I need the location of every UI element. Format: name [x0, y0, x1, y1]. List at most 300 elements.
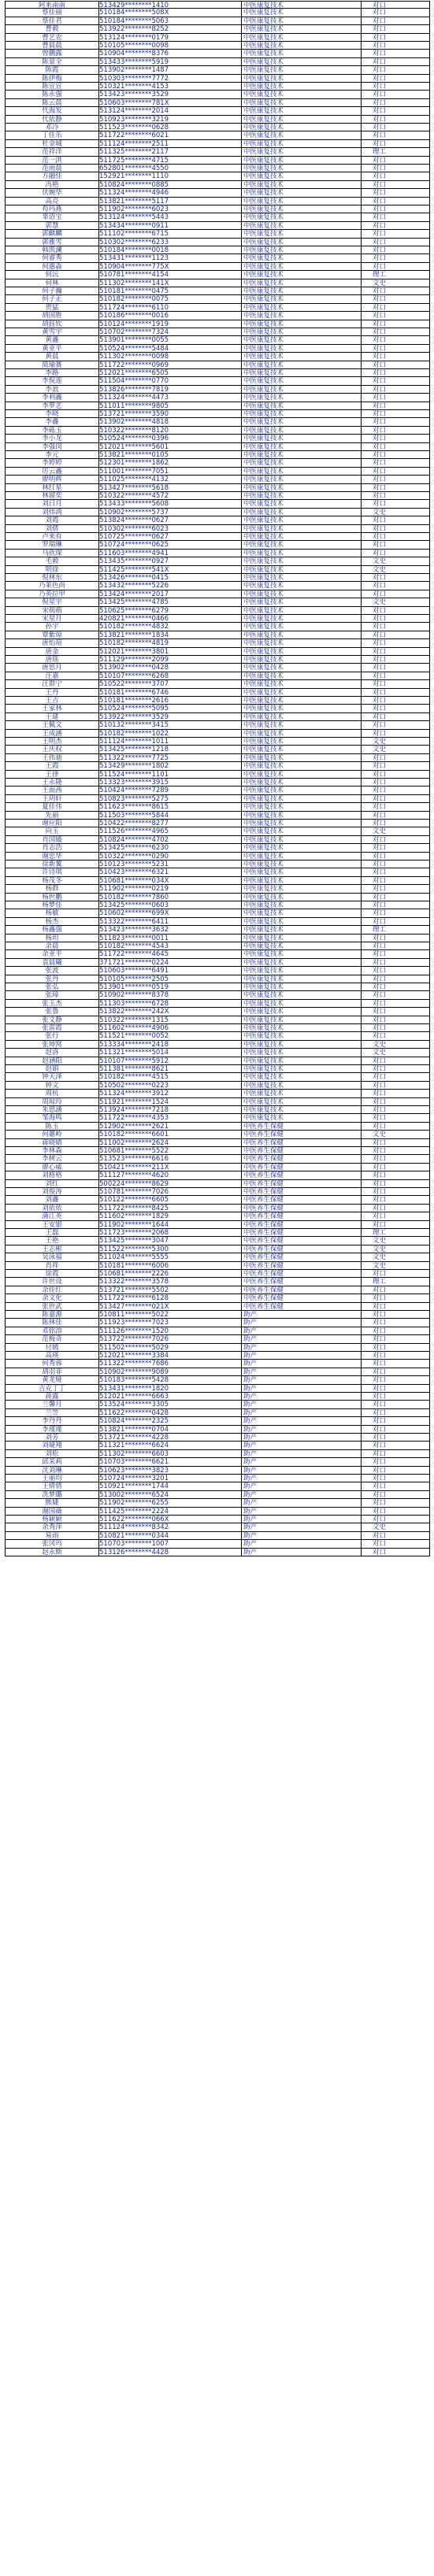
- major-cell: 中医康复技术: [241, 983, 361, 991]
- student-name-cell: 赵娟: [5, 1065, 99, 1073]
- major-cell: 中医康复技术: [241, 713, 361, 721]
- student-name-cell: 钟文: [5, 1082, 99, 1090]
- id-number-cell: 510603********6491: [99, 967, 169, 975]
- admission-type-cell: 对口: [361, 107, 430, 115]
- admission-type-cell: 对口: [361, 721, 430, 729]
- table-row: [5, 394, 430, 402]
- table-row: [5, 1426, 430, 1434]
- id-number-cell: 511322********7725: [99, 753, 169, 762]
- major-cell: 中医康复技术: [241, 516, 361, 524]
- table-row: [5, 1499, 430, 1507]
- id-number-cell: 511324********3912: [99, 1090, 169, 1098]
- major-cell: 中医康复技术: [241, 762, 361, 770]
- id-number-cell: 513425********4785: [99, 598, 169, 607]
- table-row: [5, 1303, 430, 1311]
- id-number-cell: 510182********4819: [99, 639, 169, 648]
- admission-type-cell: 对口: [361, 1303, 430, 1311]
- table-row: [5, 1385, 430, 1393]
- major-cell: 中医康复技术: [241, 107, 361, 115]
- id-number-cell: 513425********6230: [99, 844, 169, 853]
- student-name-cell: 王志彬: [5, 1245, 99, 1253]
- student-name-cell: 代依静: [5, 116, 99, 124]
- admission-type-cell: 对口: [361, 287, 430, 295]
- admission-type-cell: 理工: [361, 271, 430, 279]
- table-row: [5, 1188, 430, 1196]
- table-row: [5, 1155, 430, 1163]
- table-row: [5, 361, 430, 369]
- major-cell: 助产: [241, 1523, 361, 1531]
- major-cell: 中医康复技术: [241, 254, 361, 262]
- admission-type-cell: 对口: [361, 198, 430, 205]
- major-cell: 中医康复技术: [241, 116, 361, 124]
- major-cell: 中医康复技术: [241, 820, 361, 827]
- admission-type-cell: 对口: [361, 320, 430, 328]
- admission-type-cell: 对口: [361, 1368, 430, 1376]
- admission-type-cell: 对口: [361, 812, 430, 820]
- major-cell: 中医养生保健: [241, 1196, 361, 1204]
- admission-type-cell: 对口: [361, 820, 430, 827]
- student-name-cell: 陈景全: [5, 58, 99, 66]
- id-number-cell: 513721********3590: [99, 410, 169, 418]
- student-name-cell: 何蕙岭: [5, 1131, 99, 1138]
- major-cell: 中医康复技术: [241, 50, 361, 57]
- table-row: [5, 1180, 430, 1188]
- major-cell: 中医康复技术: [241, 410, 361, 418]
- student-name-cell: 吉克丁丁: [5, 1385, 99, 1393]
- table-row: [5, 1123, 430, 1131]
- id-number-cell: 510132********3415: [99, 721, 169, 730]
- table-row: [5, 17, 430, 25]
- table-row: [5, 836, 430, 844]
- major-cell: 助产: [241, 1450, 361, 1458]
- table-row: [5, 336, 430, 344]
- id-number-cell: 511025********4132: [99, 476, 169, 484]
- table-row: [5, 803, 430, 811]
- id-number-cell: 513821********0105: [99, 451, 169, 459]
- student-name-cell: 黄晨: [5, 353, 99, 361]
- id-number-cell: 511126********1520: [99, 1327, 169, 1335]
- student-name-cell: 唐金: [5, 648, 99, 656]
- admission-type-cell: 对口: [361, 844, 430, 852]
- admission-type-cell: 对口: [361, 868, 430, 876]
- id-number-cell: 510322********1315: [99, 1016, 169, 1024]
- admission-type-cell: 对口: [361, 1532, 430, 1540]
- admission-type-cell: 对口: [361, 590, 430, 598]
- id-number-cell: 511302********6603: [99, 1449, 169, 1458]
- major-cell: 中医养生保健: [241, 1147, 361, 1155]
- student-name-cell: 冯艳: [5, 181, 99, 189]
- admission-type-cell: 对口: [361, 1221, 430, 1229]
- id-number-cell: 511623********8615: [99, 803, 169, 812]
- admission-type-cell: 对口: [361, 418, 430, 426]
- admission-type-cell: 文史: [361, 1041, 430, 1049]
- id-number-cell: 511521********0052: [99, 1032, 169, 1041]
- student-name-cell: 陈宣宣: [5, 83, 99, 91]
- id-number-cell: 510186********0016: [99, 312, 169, 320]
- student-name-cell: 夏佳伟: [5, 803, 99, 811]
- table-row: [5, 189, 430, 197]
- admission-type-cell: 对口: [361, 476, 430, 483]
- id-number-cell: 513002********6524: [99, 1490, 169, 1499]
- table-row: [5, 492, 430, 500]
- admission-type-cell: 对口: [361, 779, 430, 786]
- admission-type-cell: 对口: [361, 664, 430, 672]
- student-name-cell: 刘鑫: [5, 1196, 99, 1204]
- id-number-cell: 513435********0927: [99, 557, 169, 566]
- admission-type-cell: 对口: [361, 1180, 430, 1188]
- id-number-cell: 511602********4906: [99, 1024, 169, 1032]
- admission-type-cell: 对口: [361, 1106, 430, 1114]
- id-number-cell: 511923********7023: [99, 1319, 169, 1327]
- admission-type-cell: 对口: [361, 1426, 430, 1434]
- table-row: [5, 672, 430, 680]
- table-row: [5, 1491, 430, 1499]
- major-cell: 助产: [241, 1549, 361, 1556]
- table-row: [5, 771, 430, 779]
- admission-type-cell: 对口: [361, 1008, 430, 1016]
- admission-type-cell: 对口: [361, 1516, 430, 1523]
- major-cell: 中医康复技术: [241, 459, 361, 467]
- student-name-cell: 王安银: [5, 1221, 99, 1229]
- table-row: [5, 1458, 430, 1466]
- student-name-cell: 乃英拉甲: [5, 590, 99, 598]
- admission-type-cell: 理工: [361, 1278, 430, 1286]
- table-row: [5, 713, 430, 721]
- admission-type-cell: 对口: [361, 353, 430, 361]
- id-number-cell: 513322********3578: [99, 1278, 169, 1286]
- admission-type-cell: 对口: [361, 1123, 430, 1131]
- student-name-cell: 何子瀚: [5, 287, 99, 295]
- admission-type-cell: 对口: [361, 189, 430, 197]
- table-row: [5, 1171, 430, 1179]
- major-cell: 中医养生保健: [241, 1123, 361, 1131]
- table-row: [5, 34, 430, 42]
- student-name-cell: 邱茉莉: [5, 1458, 99, 1466]
- table-row: [5, 312, 430, 320]
- major-cell: 中医康复技术: [241, 451, 361, 459]
- admission-type-cell: 对口: [361, 1434, 430, 1442]
- student-name-cell: 王丹: [5, 689, 99, 697]
- student-name-cell: 刘红: [5, 1180, 99, 1188]
- table-row: [5, 1245, 430, 1253]
- table-row: [5, 1098, 430, 1106]
- student-name-cell: 朱思涵: [5, 1106, 99, 1114]
- admission-type-cell: 对口: [361, 222, 430, 230]
- major-cell: 中医康复技术: [241, 369, 361, 377]
- id-number-cell: 512301********1862: [99, 459, 169, 468]
- id-number-cell: 511724********6110: [99, 303, 169, 312]
- id-number-cell: 510182********1022: [99, 729, 169, 738]
- student-name-cell: 丁佳乐: [5, 131, 99, 139]
- student-name-cell: 杨世鹏: [5, 894, 99, 901]
- major-cell: 中医康复技术: [241, 246, 361, 254]
- admission-type-cell: 文史: [361, 557, 430, 565]
- id-number-cell: 511302********141X: [99, 279, 169, 287]
- admission-type-cell: 对口: [361, 66, 430, 74]
- table-row: [5, 1311, 430, 1319]
- student-name-cell: 倪星宇: [5, 598, 99, 606]
- table-row: [5, 1270, 430, 1278]
- major-cell: 中医养生保健: [241, 1237, 361, 1245]
- id-number-cell: 510322********0290: [99, 852, 169, 861]
- id-number-cell: 512021********6663: [99, 1393, 169, 1401]
- admission-type-cell: 对口: [361, 1147, 430, 1155]
- id-number-cell: 511902********6255: [99, 1499, 169, 1508]
- id-number-cell: 511324********4473: [99, 394, 169, 402]
- student-name-cell: 徐霞: [5, 1270, 99, 1278]
- student-name-cell: 张冈玛: [5, 1540, 99, 1548]
- major-cell: 中医康复技术: [241, 435, 361, 442]
- student-name-cell: 杨梦佳: [5, 901, 99, 909]
- id-number-cell: 510322********8120: [99, 426, 169, 435]
- major-cell: 中医康复技术: [241, 295, 361, 303]
- id-number-cell: 513124********0179: [99, 33, 169, 42]
- student-name-cell: 陈霞: [5, 66, 99, 74]
- major-cell: 中医康复技术: [241, 689, 361, 697]
- admission-type-cell: 对口: [361, 1270, 430, 1278]
- admission-type-cell: 对口: [361, 50, 430, 57]
- major-cell: 中医康复技术: [241, 975, 361, 983]
- major-cell: 中医康复技术: [241, 1032, 361, 1040]
- table-row: [5, 271, 430, 279]
- id-number-cell: 512902********2621: [99, 1122, 169, 1131]
- table-row: [5, 894, 430, 901]
- major-cell: 中医康复技术: [241, 942, 361, 950]
- major-cell: 中医养生保健: [241, 1278, 361, 1286]
- table-row: [5, 844, 430, 852]
- table-row: [5, 983, 430, 991]
- major-cell: 中医康复技术: [241, 239, 361, 246]
- student-name-cell: 李元: [5, 451, 99, 459]
- major-cell: 中医康复技术: [241, 901, 361, 909]
- admission-type-cell: 对口: [361, 1000, 430, 1008]
- table-row: [5, 345, 430, 353]
- admission-type-cell: 对口: [361, 42, 430, 50]
- major-cell: 助产: [241, 1385, 361, 1393]
- table-row: [5, 239, 430, 246]
- id-number-cell: 511124********1011: [99, 738, 169, 746]
- major-cell: 中医康复技术: [241, 557, 361, 565]
- id-number-cell: 510302********6023: [99, 524, 169, 533]
- table-row: [5, 451, 430, 459]
- admission-type-cell: 文史: [361, 1262, 430, 1270]
- table-row: [5, 697, 430, 705]
- table-row: [5, 1041, 430, 1049]
- major-cell: 中医康复技术: [241, 9, 361, 17]
- id-number-cell: 510105********2505: [99, 975, 169, 983]
- major-cell: 中医养生保健: [241, 1188, 361, 1196]
- student-name-cell: 易雨: [5, 1532, 99, 1540]
- major-cell: 中医康复技术: [241, 500, 361, 508]
- student-name-cell: 杨敏: [5, 909, 99, 917]
- admission-type-cell: 对口: [361, 885, 430, 893]
- id-number-cell: 510811********5022: [99, 1311, 169, 1319]
- table-row: [5, 656, 430, 664]
- student-name-cell: 李路: [5, 369, 99, 377]
- table-row: [5, 131, 430, 139]
- major-cell: 中医康复技术: [241, 353, 361, 361]
- student-name-cell: 王建: [5, 713, 99, 721]
- id-number-cell: 510781********7026: [99, 1188, 169, 1196]
- major-cell: 中医康复技术: [241, 361, 361, 369]
- admission-type-cell: 对口: [361, 1442, 430, 1449]
- admission-type-cell: 对口: [361, 410, 430, 418]
- id-number-cell: 513721********4228: [99, 1434, 169, 1442]
- id-number-cell: 510421********211X: [99, 1163, 169, 1171]
- student-name-cell: 高亮: [5, 198, 99, 205]
- student-name-cell: 唐瑶: [5, 656, 99, 664]
- admission-type-cell: 对口: [361, 17, 430, 25]
- admission-type-cell: 对口: [361, 1016, 430, 1024]
- table-row: [5, 853, 430, 861]
- major-cell: 中医养生保健: [241, 1171, 361, 1179]
- table-row: [5, 918, 430, 926]
- admission-type-cell: 对口: [361, 1360, 430, 1368]
- major-cell: 中医康复技术: [241, 771, 361, 779]
- admission-type-cell: 文史: [361, 279, 430, 287]
- major-cell: 中医康复技术: [241, 1114, 361, 1122]
- major-cell: 中医养生保健: [241, 1229, 361, 1237]
- table-row: [5, 1024, 430, 1032]
- id-number-cell: 510904********775X: [99, 262, 169, 271]
- admission-type-cell: 对口: [361, 689, 430, 697]
- major-cell: 中医康复技术: [241, 672, 361, 680]
- student-name-cell: 余佳红: [5, 1286, 99, 1294]
- student-name-cell: 曹晨晨: [5, 42, 99, 50]
- student-name-cell: 王佩文: [5, 721, 99, 729]
- admission-type-cell: 文史: [361, 738, 430, 746]
- student-name-cell: 曹艺农: [5, 34, 99, 42]
- student-name-cell: 伏婉华: [5, 189, 99, 197]
- table-row: [5, 509, 430, 516]
- table-row: [5, 1073, 430, 1081]
- major-cell: 中医养生保健: [241, 1139, 361, 1147]
- id-number-cell: 511523********0628: [99, 124, 169, 131]
- admission-type-cell: 对口: [361, 312, 430, 320]
- admission-type-cell: 对口: [361, 574, 430, 582]
- id-number-cell: 511722********4353: [99, 1114, 169, 1123]
- major-cell: 中医康复技术: [241, 1024, 361, 1032]
- student-name-cell: 王家林: [5, 705, 99, 712]
- table-row: [5, 230, 430, 238]
- student-name-cell: 杜金城: [5, 140, 99, 148]
- student-name-cell: 沈刘琳: [5, 1467, 99, 1475]
- admission-type-cell: 文史: [361, 1245, 430, 1253]
- student-name-cell: 阿来南南: [5, 2, 99, 9]
- major-cell: 中医康复技术: [241, 148, 361, 156]
- student-name-cell: 杨坦: [5, 935, 99, 942]
- id-number-cell: 511124********2511: [99, 139, 169, 148]
- id-number-cell: 510524********5484: [99, 344, 169, 353]
- table-row: [5, 1196, 430, 1204]
- admission-type-cell: 对口: [361, 771, 430, 779]
- student-name-cell: 李婷婷: [5, 459, 99, 467]
- student-name-cell: 王伟迪: [5, 754, 99, 762]
- major-cell: 助产: [241, 1368, 361, 1376]
- admission-type-cell: 对口: [361, 1139, 430, 1147]
- admission-type-cell: 对口: [361, 1171, 430, 1179]
- table-row: [5, 1508, 430, 1516]
- major-cell: 助产: [241, 1491, 361, 1499]
- table-row: [5, 116, 430, 124]
- id-number-cell: 511502********5029: [99, 1343, 169, 1352]
- student-name-cell: 何惠淼: [5, 263, 99, 271]
- student-name-cell: 胡羽菲: [5, 1368, 99, 1376]
- admission-type-cell: 对口: [361, 533, 430, 541]
- admission-type-cell: 对口: [361, 877, 430, 885]
- table-row: [5, 246, 430, 254]
- table-row: [5, 1139, 430, 1147]
- student-name-cell: 曹毅: [5, 25, 99, 33]
- major-cell: 助产: [241, 1482, 361, 1490]
- student-name-cell: 李利鑫: [5, 394, 99, 402]
- student-name-cell: 黄龙娅: [5, 1376, 99, 1384]
- student-name-cell: 李树云: [5, 1155, 99, 1163]
- id-number-cell: 513431********1820: [99, 1384, 169, 1393]
- table-row: [5, 1532, 430, 1540]
- table-row: [5, 680, 430, 688]
- student-name-cell: 王庆权: [5, 746, 99, 753]
- major-cell: 助产: [241, 1417, 361, 1425]
- major-cell: 中医康复技术: [241, 877, 361, 885]
- major-cell: 助产: [241, 1516, 361, 1523]
- student-name-cell: 王律: [5, 771, 99, 779]
- student-name-cell: 王永隆: [5, 779, 99, 786]
- student-name-cell: 韩凯澜: [5, 246, 99, 254]
- major-cell: 中医养生保健: [241, 1286, 361, 1294]
- major-cell: 中医康复技术: [241, 909, 361, 917]
- table-row: [5, 172, 430, 180]
- admission-type-cell: 对口: [361, 165, 430, 172]
- major-cell: 中医康复技术: [241, 680, 361, 688]
- id-number-cell: 510902********5737: [99, 508, 169, 516]
- admission-type-cell: 对口: [361, 116, 430, 124]
- admission-type-cell: 对口: [361, 1082, 430, 1090]
- id-number-cell: 513429********1410: [99, 2, 169, 9]
- student-name-cell: 李鑫: [5, 418, 99, 426]
- admission-type-cell: 文史: [361, 746, 430, 753]
- admission-type-cell: 对口: [361, 336, 430, 344]
- id-number-cell: 512021********6505: [99, 369, 169, 377]
- admission-type-cell: 理工: [361, 1229, 430, 1237]
- id-number-cell: 510182********4832: [99, 623, 169, 631]
- table-row: [5, 516, 430, 524]
- major-cell: 中医康复技术: [241, 1090, 361, 1097]
- table-row: [5, 1032, 430, 1040]
- admission-type-cell: 对口: [361, 468, 430, 476]
- major-cell: 中医康复技术: [241, 1073, 361, 1081]
- admission-type-cell: 对口: [361, 2, 430, 9]
- major-cell: 中医康复技术: [241, 721, 361, 729]
- id-number-cell: 510823********5275: [99, 794, 169, 803]
- id-number-cell: 513124********2014: [99, 107, 169, 116]
- id-number-cell: 511602********1829: [99, 1212, 169, 1221]
- major-cell: 中医康复技术: [241, 868, 361, 876]
- admission-type-cell: 对口: [361, 1212, 430, 1220]
- student-name-cell: 辜语宝: [5, 213, 99, 221]
- table-row: [5, 877, 430, 885]
- table-row: [5, 533, 430, 541]
- id-number-cell: 510724********0625: [99, 541, 169, 550]
- student-name-cell: 徐新翼: [5, 861, 99, 868]
- admission-type-cell: 对口: [361, 345, 430, 353]
- admission-type-cell: 对口: [361, 1294, 430, 1302]
- student-name-cell: 张弘: [5, 983, 99, 991]
- table-row: [5, 418, 430, 426]
- table-row: [5, 762, 430, 770]
- id-number-cell: 510182********6601: [99, 1131, 169, 1139]
- table-row: [5, 950, 430, 958]
